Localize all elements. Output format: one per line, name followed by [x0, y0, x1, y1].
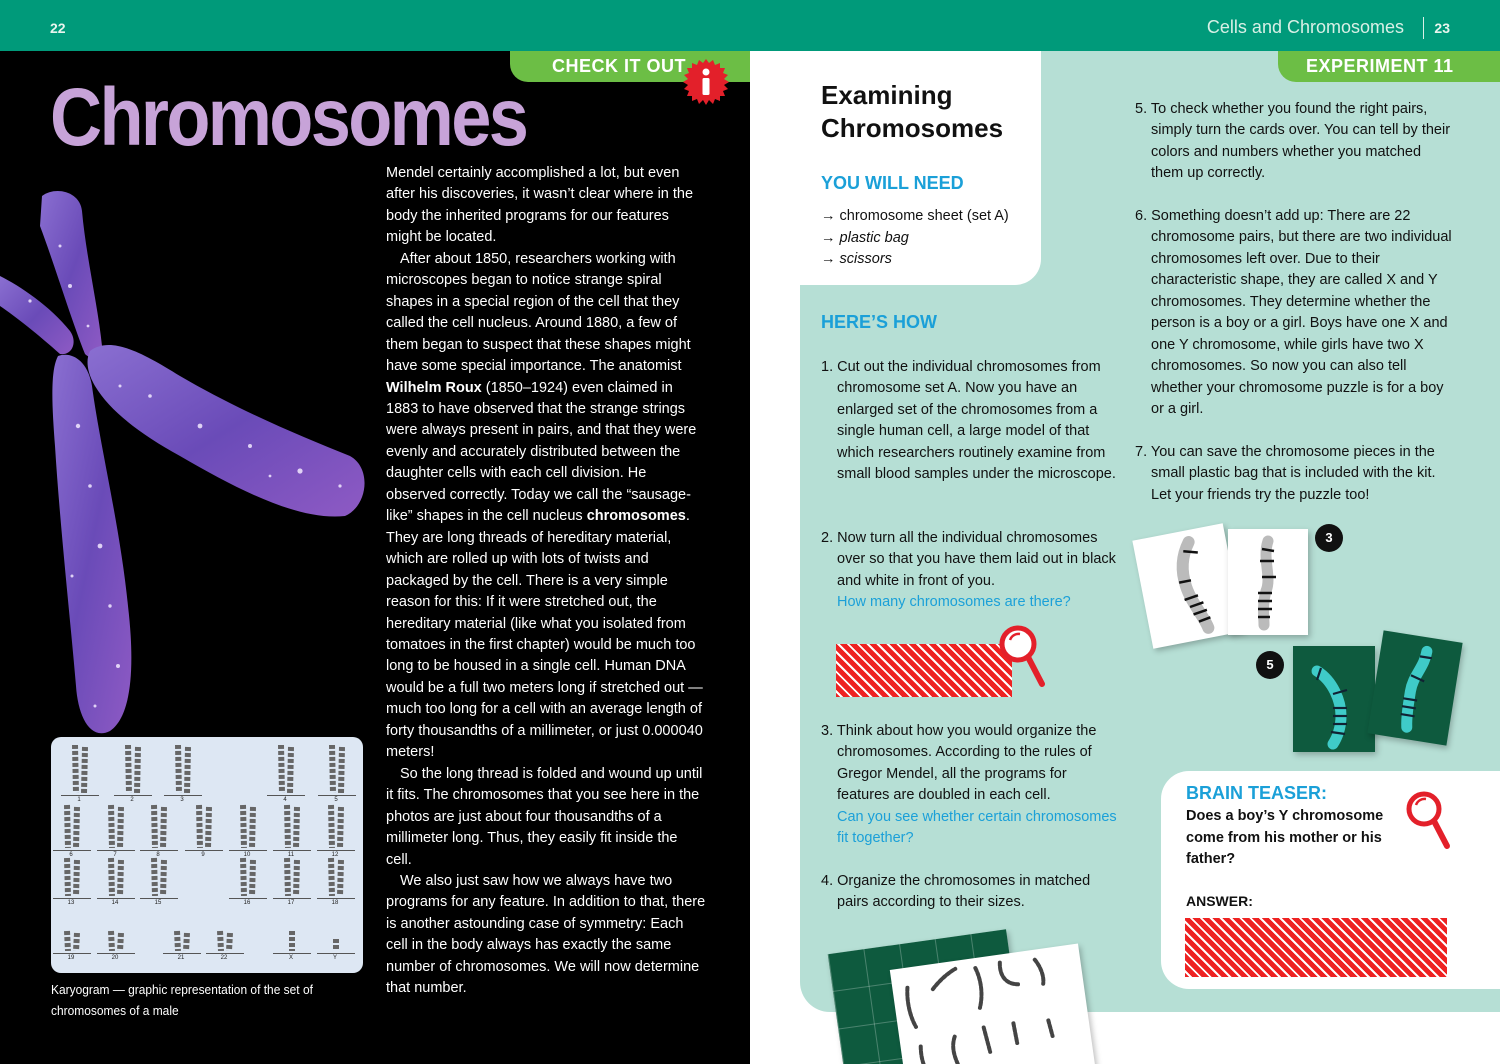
karyogram-chromosome-pair [105, 929, 127, 956]
text-segment: After about 1850, researchers working with microscopes began to notice strange spiral shapes in a special region of the cell that they called the cell nucleus. Around 1880, a few of them began to suspect that these shapes might have some special importance. The anatomist [386, 250, 691, 375]
karyogram-baseline [317, 898, 355, 899]
step-text: You can save the chromosome pieces in the small plastic bag that is included with the kit. Let your friends try the puzzle too! [1150, 444, 1436, 503]
step-item [821, 871, 1121, 914]
step-number: 1. [821, 359, 838, 375]
experiment-title [821, 79, 1003, 145]
karyogram-label: 14 [111, 900, 119, 906]
karyogram-baseline [97, 850, 135, 851]
page-number-left: 22 [50, 20, 66, 36]
karyogram-label: 8 [156, 852, 160, 858]
text-segment: . They are long threads of hereditary material, which are rolled up with lots of twists and packaged by the cell. There is a very simple reason for this: If it were stretched out, the hereditary material (like what you isolated from tomatoes in the first chapter) would be much too long to be housed in a single cell. Human DNA would be a full two meters long if stretched out — much too long for a cell with an average length of forty thousandths of a millimeter, or just 0.000040 meters! [386, 508, 703, 761]
step-text: To check whether you found the right pairs, simply turn the cards over. You can tell by their colors and numbers whether you matched them up correctly. [1150, 101, 1451, 182]
step-item [821, 528, 1121, 614]
you-will-need-heading: YOU WILL NEED [821, 173, 964, 193]
karyogram-baseline [97, 953, 135, 954]
text-segment: (1850–1924) even claimed in 1883 to have observed that the strange strings were always present in pairs, and that they were evenly and accurately distributed between the daughter cells with each cell division. He observed correctly. Today we call the “sausage-like” shapes in the cell nucleus [386, 379, 697, 525]
karyogram-chromosome-pair [172, 743, 194, 798]
step-item [1135, 206, 1455, 421]
karyogram-baseline [163, 953, 201, 954]
step-number: 4. [821, 873, 838, 889]
karyogram-baseline [273, 898, 311, 899]
karyogram-label: 5 [334, 797, 338, 803]
magnifier-icon [1404, 789, 1452, 853]
check-it-out-label: CHECK IT OUT [552, 56, 686, 76]
karyogram-label: 15 [154, 900, 162, 906]
karyogram-baseline [140, 898, 178, 899]
karyogram-chromosome-pair [171, 929, 193, 956]
karyogram-label: 17 [287, 900, 295, 906]
karyogram-baseline [318, 795, 356, 796]
karyogram-label: Y [332, 955, 337, 961]
header-divider [1423, 17, 1424, 39]
chromosome-card-front-b [1228, 529, 1308, 635]
karyogram-baseline [229, 898, 267, 899]
step-text: Think about how you would organize the chromosomes. According to the rules of Gregor Mendel, all the programs for features are doubled in each cell. [836, 723, 1097, 804]
info-icon [683, 59, 729, 105]
text-segment: So the long thread is folded and wound up until it fits. The chromosomes that you see here in the photos are just about four thousandths of a millimeter long. Thus, they easily fit inside the cell. [386, 765, 703, 868]
hidden-answer-2 [1185, 918, 1447, 977]
step-text: Now turn all the individual chromosomes over so that you have them laid out in black and white in front of you. [837, 530, 1116, 589]
karyogram-chromosome-pair [61, 929, 83, 956]
running-title: Cells and Chromosomes [1206, 17, 1404, 37]
step-item [821, 357, 1121, 486]
brain-teaser-heading: BRAIN TEASER: [1186, 783, 1328, 803]
step-badge-5: 5 [1256, 651, 1284, 679]
karyogram-chromosome-pair [105, 803, 127, 853]
karyogram-label: 19 [67, 955, 75, 961]
karyogram-chromosome-pair [326, 743, 348, 798]
heres-how-heading: HERE’S HOW [821, 312, 938, 332]
step-text: Cut out the individual chromosomes from chromosome set A. Now you have an enlarged set of the chromosomes from a single human cell, a large model of that which researchers routinely examine from small blood samples under the microscope. [837, 359, 1116, 483]
body-text [386, 163, 706, 1000]
karyogram-chromosome-pair [281, 856, 303, 901]
karyogram-chromosome-pair [325, 929, 347, 956]
body-paragraph [386, 871, 706, 1000]
step-question: How many chromosomes are there? [837, 594, 1071, 611]
karyogram-label: 12 [331, 852, 339, 858]
chromosome-card-back-a [1293, 646, 1375, 752]
karyogram-chromosome-pair [148, 856, 170, 901]
karyogram-baseline [97, 898, 135, 899]
karyogram-baseline [185, 850, 223, 851]
karyogram-chromosome-pair [281, 929, 303, 956]
karyogram-label: 22 [220, 955, 228, 961]
karyogram-chromosome-pair [281, 803, 303, 853]
chromosome-illustration [0, 186, 380, 746]
karyogram-baseline [114, 795, 152, 796]
karyogram-chromosome-pair [237, 856, 259, 901]
karyogram-chromosome-pair [61, 856, 83, 901]
brain-teaser-question: Does a boy’s Y chromosome come from his mother or his father? [1186, 808, 1384, 867]
karyogram-baseline [53, 850, 91, 851]
karyogram-baseline [229, 850, 267, 851]
karyogram-baseline [206, 953, 244, 954]
step-number: 5. [1135, 101, 1151, 117]
karyogram-label: 10 [243, 852, 251, 858]
karyogram-chromosome-pair [122, 743, 144, 798]
step-item [1135, 442, 1455, 506]
step-number: 3. [821, 723, 837, 739]
karyogram-label: 21 [177, 955, 185, 961]
karyogram-baseline [140, 850, 178, 851]
karyogram-label: 9 [201, 852, 205, 858]
materials-list [821, 206, 1009, 271]
karyogram-chromosome-pair [193, 803, 215, 853]
karyogram-chromosome-pair [105, 856, 127, 901]
hidden-answer-1 [836, 644, 1012, 697]
karyogram-label: 20 [111, 955, 119, 961]
page-number-right: 23 [1434, 20, 1450, 36]
karyogram-image [51, 737, 363, 973]
karyogram-chromosome-pair [148, 803, 170, 853]
step-number: 6. [1135, 208, 1152, 224]
step-item [1135, 99, 1455, 185]
karyogram-baseline [317, 850, 355, 851]
karyogram-label: 1 [77, 797, 81, 803]
experiment-tab [1278, 51, 1500, 82]
experiment-title-line2: Chromosomes [821, 113, 1004, 143]
page-title: Chromosomes [50, 72, 527, 163]
experiment-label: EXPERIMENT 11 [1306, 56, 1454, 76]
material-item: → plastic bag [821, 229, 909, 246]
karyogram-baseline [273, 953, 311, 954]
karyogram-baseline [53, 953, 91, 954]
karyogram-label: 7 [113, 852, 117, 858]
text-segment: We also just saw how we always have two programs for any feature. In addition to that, there is another astounding case of symmetry: Each cell in the body always has exactly the same number of chromosomes. We will now determine that number. [386, 872, 706, 997]
karyogram-baseline [164, 795, 202, 796]
karyogram-label: 13 [67, 900, 75, 906]
experiment-title-line1: Examining [821, 80, 953, 110]
karyogram-chromosome-pair [69, 743, 91, 798]
karyogram-baseline [273, 850, 311, 851]
step-badge-3: 3 [1315, 524, 1343, 552]
bold-term: Wilhelm Roux [386, 379, 482, 396]
karyogram-label: 3 [180, 797, 184, 803]
step-text: Organize the chromosomes in matched pairs according to their sizes. [837, 873, 1091, 911]
karyogram-label: 2 [130, 797, 134, 803]
step-number: 7. [1135, 444, 1151, 460]
karyogram-label: 6 [69, 852, 73, 858]
karyogram-label: 16 [243, 900, 251, 906]
material-item: → scissors [821, 251, 892, 267]
karyogram-baseline [317, 953, 355, 954]
karyogram-chromosome-pair [61, 803, 83, 853]
karyogram-baseline [61, 795, 99, 796]
karyogram-label: 11 [287, 852, 295, 858]
karyogram-label: X [288, 955, 293, 961]
karyogram-chromosome-pair [325, 856, 347, 901]
karyogram-chromosome-pair [275, 743, 297, 798]
karyogram-baseline [53, 898, 91, 899]
body-paragraph [386, 163, 706, 249]
magnifier-icon [998, 624, 1046, 690]
right-page [750, 51, 1500, 1064]
body-paragraph [386, 764, 706, 871]
bold-term: chromosomes [586, 508, 686, 525]
step-text: Something doesn’t add up: There are 22 chromosome pairs, but there are two individual chromosomes left over. Due to their characteristic shape, they are called X and Y chromosomes. They determine whether the person is a boy or a girl. Boys have one X and one Y chromosome, while girls have two X chromosomes. So now you can also tell whether your chromosome puzzle is for a boy or a girl. [1151, 208, 1452, 418]
karyogram-chromosome-pair [214, 929, 236, 956]
karyogram-chromosome-pair [237, 803, 259, 853]
karyogram-label: 4 [283, 797, 287, 803]
chromosome-card-back-b [1367, 630, 1462, 745]
body-paragraph [386, 249, 706, 764]
karyogram-chromosome-pair [325, 803, 347, 853]
karyogram-label: 18 [331, 900, 339, 906]
material-item: → chromosome sheet (set A) [821, 208, 1009, 224]
step-question: Can you see whether certain chromosomes fit together? [837, 808, 1117, 847]
step-number: 2. [821, 530, 838, 546]
answer-label: ANSWER: [1186, 893, 1253, 909]
page-header [0, 0, 1500, 51]
karyogram-baseline [267, 795, 305, 796]
karyogram-caption: Karyogram — graphic representation of the set of chromosomes of a male [51, 982, 313, 1018]
left-page [0, 51, 750, 1064]
step-item [821, 721, 1121, 850]
text-segment: Mendel certainly accomplished a lot, but even after his discoveries, it wasn’t clear where in the body the inherited programs for our features might be located. [386, 165, 694, 246]
